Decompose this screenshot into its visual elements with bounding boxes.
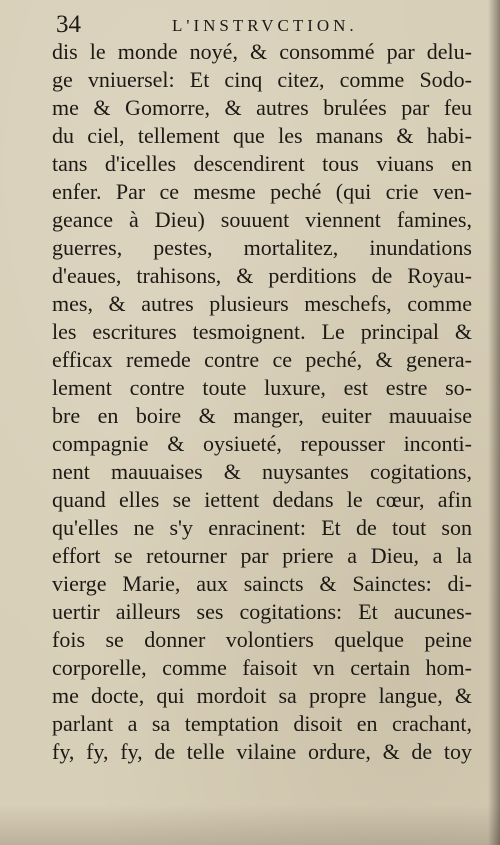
text-line: ge vniuersel: Et cinq citez, comme Sodo- [52, 67, 472, 92]
running-head: L'INSTRVCTION. [172, 16, 358, 35]
text-line: lement contre toute luxure, est estre so- [52, 375, 472, 400]
text-line: qu'elles ne s'y enracinent: Et de tout son [52, 515, 472, 540]
text-line: les escritures tesmoignent. Le principal & [52, 319, 472, 344]
text-line: me docte, qui mordoit sa propre langue, & [52, 683, 472, 708]
text-line: uertir ailleurs ses cogitations: Et aucunes- [52, 599, 472, 624]
text-line: dis le monde noyé, & consommé par delu- [52, 39, 472, 64]
text-line: corporelle, comme faisoit vn certain hom- [52, 655, 472, 680]
text-line: fy, fy, fy, de telle vilaine ordure, & de toy [52, 739, 472, 764]
text-line: guerres, pestes, mortalitez, inundations [52, 235, 472, 260]
page-edge-shadow [488, 0, 500, 845]
text-line: efficax remede contre ce peché, & genera- [52, 347, 472, 372]
page-bottom-shadow [0, 805, 500, 845]
text-line: effort se retourner par priere a Dieu, a la [52, 543, 472, 568]
text-line: nent mauuaises & nuysantes cogitations, [52, 459, 472, 484]
text-line: fois se donner volontiers quelque peine [52, 627, 472, 652]
text-line: vierge Marie, aux saincts & Sainctes: di- [52, 571, 472, 596]
text-line: compagnie & oysiueté, repousser inconti- [52, 431, 472, 456]
text-line: parlant a sa temptation disoit en crachant, [52, 711, 472, 736]
text-line: mes, & autres plusieurs meschefs, comme [52, 291, 472, 316]
page-header [56, 10, 466, 40]
text-line: du ciel, tellement que les manans & habi- [52, 123, 472, 148]
body-text [52, 38, 472, 766]
text-line: quand elles se iettent dedans le cœur, afin [52, 487, 472, 512]
text-line: enfer. Par ce mesme peché (qui crie ven- [52, 179, 472, 204]
page-number: 34 [56, 11, 81, 38]
text-line: tans d'icelles descendirent tous viuans en [52, 151, 472, 176]
text-line: bre en boire & manger, euiter mauuaise [52, 403, 472, 428]
text-line: d'eaues, trahisons, & perditions de Royau- [52, 263, 472, 288]
text-line: me & Gomorre, & autres brulées par feu [52, 95, 472, 120]
text-line: geance à Dieu) souuent viennent famines, [52, 207, 472, 232]
